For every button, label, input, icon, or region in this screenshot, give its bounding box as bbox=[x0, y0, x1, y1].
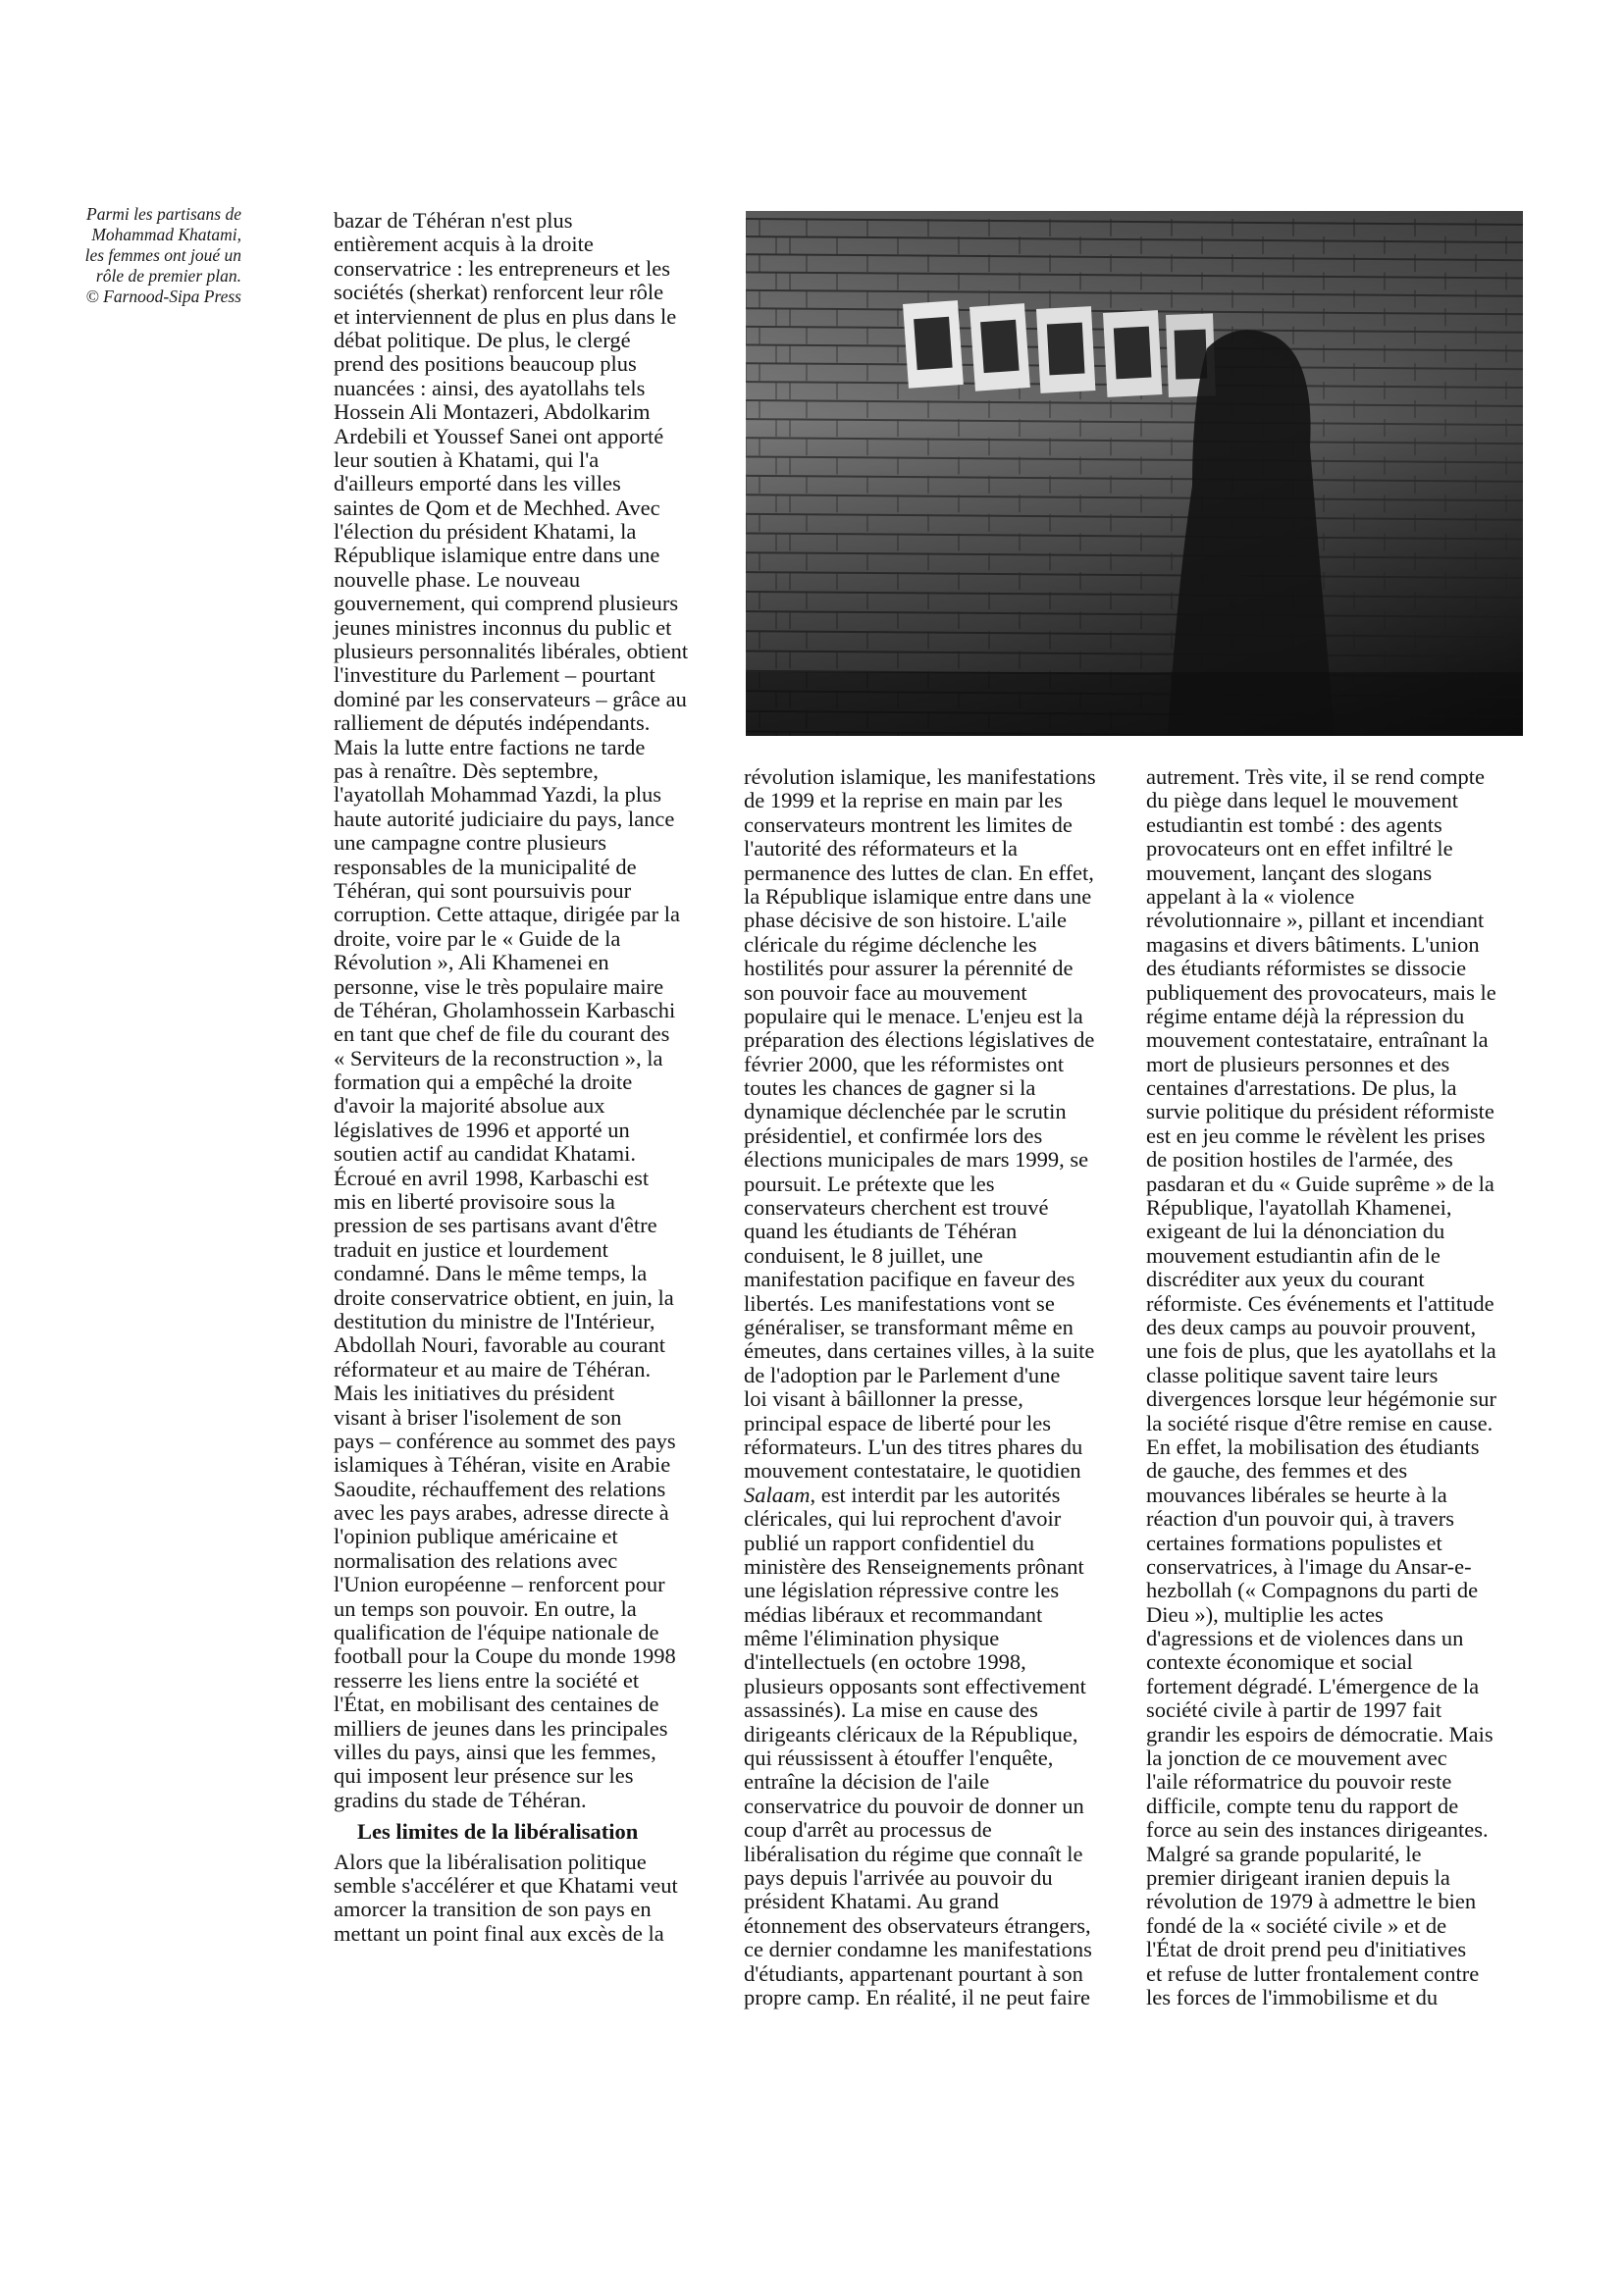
text-line: Abdollah Nouri, favorable au courant bbox=[334, 1332, 666, 1358]
text-line: président Khatami. Au grand bbox=[744, 1889, 999, 1914]
text-line: haute autorité judiciaire du pays, lance bbox=[334, 806, 675, 831]
text-line: hostilités pour assurer la pérennité de bbox=[744, 956, 1074, 981]
text-line: mort de plusieurs personnes et des bbox=[1146, 1051, 1450, 1076]
text-line: villes du pays, ainsi que les femmes, bbox=[334, 1740, 656, 1764]
caption-line: © Farnood-Sipa Press bbox=[85, 287, 241, 306]
text-line: principal espace de liberté pour les bbox=[744, 1410, 1051, 1435]
text-line: société civile à partir de 1997 fait bbox=[1146, 1697, 1442, 1723]
text-line: soutien actif au candidat Khatami. bbox=[334, 1141, 637, 1167]
text-line: Salaam, est interdit par les autorités bbox=[744, 1482, 1061, 1507]
text-line: discréditer aux yeux du courant bbox=[1146, 1267, 1425, 1292]
text-line: plusieurs personnalités libérales, obtient bbox=[334, 639, 689, 664]
text-line: d'intellectuels (en octobre 1998, bbox=[744, 1649, 1026, 1675]
text-line: de l'adoption par le Parlement d'une bbox=[744, 1362, 1061, 1387]
text-line: réaction d'un pouvoir qui, à travers bbox=[1146, 1506, 1454, 1532]
text-line: visant à briser l'isolement de son bbox=[334, 1404, 622, 1430]
text-line: réformateur et au maire de Téhéran. bbox=[334, 1356, 652, 1382]
text-line: cléricale du régime déclenche les bbox=[744, 931, 1037, 957]
text-line: réformateurs. L'un des titres phares du bbox=[744, 1434, 1083, 1459]
text-line: leur soutien à Khatami, qui l'a bbox=[334, 446, 600, 472]
text-line: réformiste. Ces événements et l'attitude bbox=[1146, 1290, 1494, 1316]
text-line: de 1999 et la reprise en main par les bbox=[744, 788, 1063, 813]
text-line: condamné. Dans le même temps, la bbox=[334, 1261, 648, 1286]
text-line: l'aile réformatrice du pouvoir reste bbox=[1146, 1769, 1452, 1795]
text-line: et interviennent de plus en plus dans le bbox=[334, 303, 677, 329]
text-line: mettant un point final aux excès de la bbox=[334, 1920, 664, 1946]
text-line: dominé par les conservateurs – grâce au bbox=[334, 686, 687, 711]
text-line: l'ayatollah Mohammad Yazdi, la plus bbox=[334, 782, 662, 808]
text-line: libéralisation du régime que connaît le bbox=[744, 1841, 1083, 1866]
text-line: propre camp. En réalité, il ne peut faire bbox=[744, 1984, 1090, 2009]
text-line: législatives de 1996 et apporté un bbox=[334, 1117, 630, 1142]
text-line: du piège dans lequel le mouvement bbox=[1146, 788, 1459, 813]
text-line: premier dirigeant iranien depuis la bbox=[1146, 1864, 1450, 1890]
text-line: survie politique du président réformiste bbox=[1146, 1099, 1494, 1124]
text-line: d'étudiants, appartenant pourtant à son bbox=[744, 1960, 1083, 1986]
text-line: saintes de Qom et de Mechhed. Avec bbox=[334, 495, 660, 520]
text-line: un temps son pouvoir. En outre, la bbox=[334, 1595, 637, 1621]
text-line: milliers de jeunes dans les principales bbox=[334, 1715, 668, 1741]
text-line: poursuit. Le prétexte que les bbox=[744, 1171, 995, 1196]
text-line: responsables de la municipalité de bbox=[334, 854, 637, 879]
text-line: qualification de l'équipe nationale de bbox=[334, 1620, 659, 1645]
text-line: sociétés (sherkat) renforcent leur rôle bbox=[334, 280, 664, 305]
article-column-1 bbox=[334, 209, 707, 1946]
text-line: mouvement contestataire, le quotidien bbox=[744, 1458, 1081, 1484]
text-line: ministère des Renseignements prônant bbox=[744, 1553, 1084, 1579]
text-line: avec les pays arabes, adresse directe à bbox=[334, 1500, 669, 1526]
text-line: Mais les initiatives du président bbox=[334, 1381, 615, 1406]
text-line: populaire qui le menace. L'enjeu est la bbox=[744, 1003, 1083, 1028]
text-line: traduit en justice et lourdement bbox=[334, 1236, 608, 1262]
text-line: hezbollah (« Compagnons du parti de bbox=[1146, 1578, 1479, 1603]
text-line: classe politique savent taire leurs bbox=[1146, 1362, 1439, 1387]
text-line: pays depuis l'arrivée au pouvoir du bbox=[744, 1864, 1053, 1890]
text-line: République, l'ayatollah Khamenei, bbox=[1146, 1195, 1452, 1221]
text-line: une campagne contre plusieurs bbox=[334, 830, 607, 856]
text-line: d'ailleurs emporté dans les villes bbox=[334, 471, 621, 496]
text-line: toutes les chances de gagner si la bbox=[744, 1075, 1036, 1101]
text-line: de gauche, des femmes et des bbox=[1146, 1458, 1408, 1484]
text-line: difficile, compte tenu du rapport de bbox=[1146, 1793, 1459, 1818]
text-line: Écroué en avril 1998, Karbaschi est bbox=[334, 1165, 650, 1190]
text-line: loi visant à bâillonner la presse, bbox=[744, 1386, 1023, 1412]
text-line: Mais la lutte entre factions ne tarde bbox=[334, 734, 646, 759]
text-line: les forces de l'immobilisme et du bbox=[1146, 1984, 1439, 2009]
text-line: débat politique. De plus, le clergé bbox=[334, 327, 631, 352]
text-line: pas à renaître. Dès septembre, bbox=[334, 757, 599, 783]
caption-line: les femmes ont joué un bbox=[84, 245, 241, 265]
text-line: la jonction de ce mouvement avec bbox=[1146, 1746, 1447, 1771]
text-line: est en jeu comme le révèlent les prises bbox=[1146, 1122, 1486, 1148]
text-line: force au sein des instances dirigeantes. bbox=[1146, 1817, 1489, 1843]
text-line: conservateurs montrent les limites de bbox=[744, 811, 1073, 837]
text-line: resserre les liens entre la société et bbox=[334, 1667, 640, 1693]
text-line: grandir les espoirs de démocratie. Mais bbox=[1146, 1721, 1493, 1747]
text-line: qui imposent leur présence sur les bbox=[334, 1763, 634, 1789]
text-line: droite conservatrice obtient, en juin, la bbox=[334, 1284, 674, 1310]
text-line: conservatrices, à l'image du Ansar-e- bbox=[1146, 1553, 1472, 1579]
text-line: Ardebili et Youssef Sanei ont apporté bbox=[334, 423, 664, 448]
text-line: mouvances libérales se heurte à la bbox=[1146, 1482, 1447, 1507]
text-line: formation qui a empêché la droite bbox=[334, 1069, 633, 1095]
text-line: nouvelle phase. Le nouveau bbox=[334, 566, 581, 592]
text-line: Malgré sa grande popularité, le bbox=[1146, 1841, 1422, 1866]
text-line: Alors que la libéralisation politique bbox=[334, 1849, 647, 1874]
text-line: bazar de Téhéran n'est plus bbox=[334, 208, 573, 233]
text-line: Hossein Ali Montazeri, Abdolkarim bbox=[334, 399, 651, 425]
wall-photo-image bbox=[746, 211, 1523, 736]
text-line: février 2000, que les réformistes ont bbox=[744, 1051, 1065, 1076]
text-line: estudiantin est tombé : des agents bbox=[1146, 811, 1442, 837]
text-line: amorcer la transition de son pays en bbox=[334, 1897, 652, 1922]
text-line: « Serviteurs de la reconstruction », la bbox=[334, 1045, 663, 1070]
text-line: nuancées : ainsi, des ayatollahs tels bbox=[334, 375, 646, 400]
section-heading: Les limites de la libéralisation bbox=[357, 1819, 639, 1845]
text-line: personne, vise le très populaire maire bbox=[334, 973, 664, 999]
text-line: République islamique entre dans une bbox=[334, 543, 660, 568]
text-line: ce dernier condamne les manifestations bbox=[744, 1937, 1092, 1962]
text-line: des étudiants réformistes se dissocie bbox=[1146, 956, 1467, 981]
text-line: Dieu »), multiplie les actes bbox=[1146, 1601, 1384, 1627]
text-line: une législation répressive contre les bbox=[744, 1578, 1060, 1603]
text-line: révolution de 1979 à admettre le bien bbox=[1146, 1889, 1477, 1914]
text-line: autrement. Très vite, il se rend compte bbox=[1146, 764, 1485, 789]
text-line: quand les étudiants de Téhéran bbox=[744, 1219, 1018, 1244]
text-line: qui réussissent à étouffer l'enquête, bbox=[744, 1746, 1054, 1771]
text-line: conservatrice du pouvoir de donner un bbox=[744, 1793, 1084, 1818]
text-line: assassinés). La mise en cause des bbox=[744, 1697, 1038, 1723]
text-line: élections municipales de mars 1999, se bbox=[744, 1147, 1089, 1173]
text-line: centaines d'arrestations. De plus, la bbox=[1146, 1075, 1457, 1101]
text-line: d'avoir la majorité absolue aux bbox=[334, 1093, 605, 1119]
text-line: islamiques à Téhéran, visite en Arabie bbox=[334, 1452, 671, 1478]
text-line: provocateurs ont en effet infiltré le bbox=[1146, 836, 1453, 861]
text-line: manifestation pacifique en faveur des bbox=[744, 1267, 1075, 1292]
text-line: étonnement des observateurs étrangers, bbox=[744, 1912, 1091, 1938]
text-line: publié un rapport confidentiel du bbox=[744, 1530, 1035, 1555]
text-line: certaines formations populistes et bbox=[1146, 1530, 1442, 1555]
text-line: la République islamique entre dans une bbox=[744, 883, 1092, 909]
text-line: phase décisive de son histoire. L'aile bbox=[744, 908, 1067, 933]
text-line: régime entame déjà la répression du bbox=[1146, 1003, 1465, 1028]
text-line: son pouvoir face au mouvement bbox=[744, 979, 1027, 1005]
text-line: droite, voire par le « Guide de la bbox=[334, 925, 621, 951]
text-line: des deux camps au pouvoir prouvent, bbox=[1146, 1314, 1477, 1339]
text-line: une fois de plus, que les ayatollahs et la bbox=[1146, 1338, 1496, 1364]
caption-line: Mohammad Khatami, bbox=[91, 225, 241, 244]
text-line: dynamique déclenchée par le scrutin bbox=[744, 1099, 1067, 1124]
text-line: normalisation des relations avec bbox=[334, 1547, 618, 1573]
caption-line: rôle de premier plan. bbox=[95, 266, 241, 286]
text-line: mouvement estudiantin afin de le bbox=[1146, 1242, 1441, 1268]
text-line: dirigeants cléricaux de la République, bbox=[744, 1721, 1078, 1747]
caption-line: Parmi les partisans de bbox=[86, 204, 241, 224]
text-line: magasins et divers bâtiments. L'union bbox=[1146, 931, 1480, 957]
text-line: fondé de la « société civile » et de bbox=[1146, 1912, 1447, 1938]
text-line: l'autorité des réformateurs et la bbox=[744, 836, 1018, 861]
article-column-3 bbox=[1146, 765, 1524, 2009]
text-line: médias libéraux et recommandant bbox=[744, 1601, 1043, 1627]
text-line: contexte économique et social bbox=[1146, 1649, 1413, 1675]
text-line: Révolution », Ali Khamenei en bbox=[334, 950, 609, 975]
text-line: pasdaran et du « Guide suprême » de la bbox=[1146, 1171, 1494, 1196]
text-line: gouvernement, qui comprend plusieurs bbox=[334, 591, 679, 616]
text-line: l'Union européenne – renforcent pour bbox=[334, 1572, 665, 1597]
text-line: appelant à la « violence bbox=[1146, 883, 1355, 909]
text-line: cléricales, qui lui reprochent d'avoir bbox=[744, 1506, 1062, 1532]
text-line: révolution islamique, les manifestations bbox=[744, 764, 1096, 789]
text-line: et refuse de lutter frontalement contre bbox=[1146, 1960, 1480, 1986]
text-line: l'État de droit prend peu d'initiatives bbox=[1146, 1937, 1467, 1962]
text-line: entraîne la décision de l'aile bbox=[744, 1769, 990, 1795]
text-line: Téhéran, qui sont poursuivis pour bbox=[334, 877, 632, 903]
text-line: même l'élimination physique bbox=[744, 1626, 1000, 1651]
text-line: l'investiture du Parlement – pourtant bbox=[334, 662, 655, 688]
text-line: semble s'accélérer et que Khatami veut bbox=[334, 1872, 678, 1898]
text-line: de position hostiles de l'armée, des bbox=[1146, 1147, 1453, 1173]
text-line: ralliement de députés indépendants. bbox=[334, 710, 651, 736]
poster-group bbox=[903, 300, 1216, 397]
text-line: prend des positions beaucoup plus bbox=[334, 351, 637, 377]
text-line: fortement dégradé. L'émergence de la bbox=[1146, 1673, 1480, 1698]
text-line: En effet, la mobilisation des étudiants bbox=[1146, 1434, 1480, 1459]
text-line: plusieurs opposants sont effectivement bbox=[744, 1673, 1086, 1698]
text-line: l'élection du président Khatami, la bbox=[334, 519, 637, 545]
text-line: permanence des luttes de clan. En effet, bbox=[744, 860, 1094, 885]
text-line: en tant que chef de file du courant des bbox=[334, 1021, 670, 1047]
text-line: l'État, en mobilisant des centaines de bbox=[334, 1692, 659, 1717]
text-line: conduisent, le 8 juillet, une bbox=[744, 1242, 983, 1268]
text-line: révolutionnaire », pillant et incendiant bbox=[1146, 908, 1485, 933]
text-line: corruption. Cette attaque, dirigée par la bbox=[334, 902, 680, 927]
text-line: pays – conférence au sommet des pays bbox=[334, 1428, 676, 1453]
text-line: publiquement des provocateurs, mais le bbox=[1146, 979, 1496, 1005]
text-line: mis en liberté provisoire sous la bbox=[334, 1189, 615, 1215]
text-line: conservateurs cherchent est trouvé bbox=[744, 1195, 1049, 1221]
text-line: conservatrice : les entrepreneurs et les bbox=[334, 255, 670, 281]
text-line: pression de ses partisans avant d'être bbox=[334, 1213, 657, 1238]
article-photo bbox=[746, 211, 1523, 736]
text-line: destitution du ministre de l'Intérieur, bbox=[334, 1308, 655, 1333]
text-line: Saoudite, réchauffement des relations bbox=[334, 1476, 666, 1501]
text-line: football pour la Coupe du monde 1998 bbox=[334, 1643, 676, 1669]
text-line: généraliser, se transformant même en bbox=[744, 1314, 1074, 1339]
text-line: présidentiel, et confirmée lors des bbox=[744, 1122, 1043, 1148]
text-line: coup d'arrêt au processus de bbox=[744, 1817, 992, 1843]
text-line: de Téhéran, Gholamhossein Karbaschi bbox=[334, 997, 676, 1022]
text-line: la société risque d'être remise en cause. bbox=[1146, 1410, 1493, 1435]
text-line: exigeant de lui la dénonciation du bbox=[1146, 1219, 1445, 1244]
text-line: jeunes ministres inconnus du public et bbox=[334, 614, 672, 640]
text-line: libertés. Les manifestations vont se bbox=[744, 1290, 1055, 1316]
text-line: entièrement acquis à la droite bbox=[334, 232, 594, 257]
text-line: préparation des élections législatives de bbox=[744, 1027, 1095, 1053]
text-line: gradins du stade de Téhéran. bbox=[334, 1787, 587, 1812]
text-line: l'opinion publique américaine et bbox=[334, 1524, 618, 1549]
article-column-2 bbox=[744, 765, 1122, 2009]
text-line: d'agressions et de violences dans un bbox=[1146, 1626, 1464, 1651]
text-line: mouvement contestataire, entraînant la bbox=[1146, 1027, 1489, 1053]
text-line: émeutes, dans certaines villes, à la suite bbox=[744, 1338, 1095, 1364]
text-line: divergences lorsque leur hégémonie sur bbox=[1146, 1386, 1496, 1412]
text-line: mouvement, lançant des slogans bbox=[1146, 860, 1433, 885]
photo-caption bbox=[31, 204, 241, 307]
